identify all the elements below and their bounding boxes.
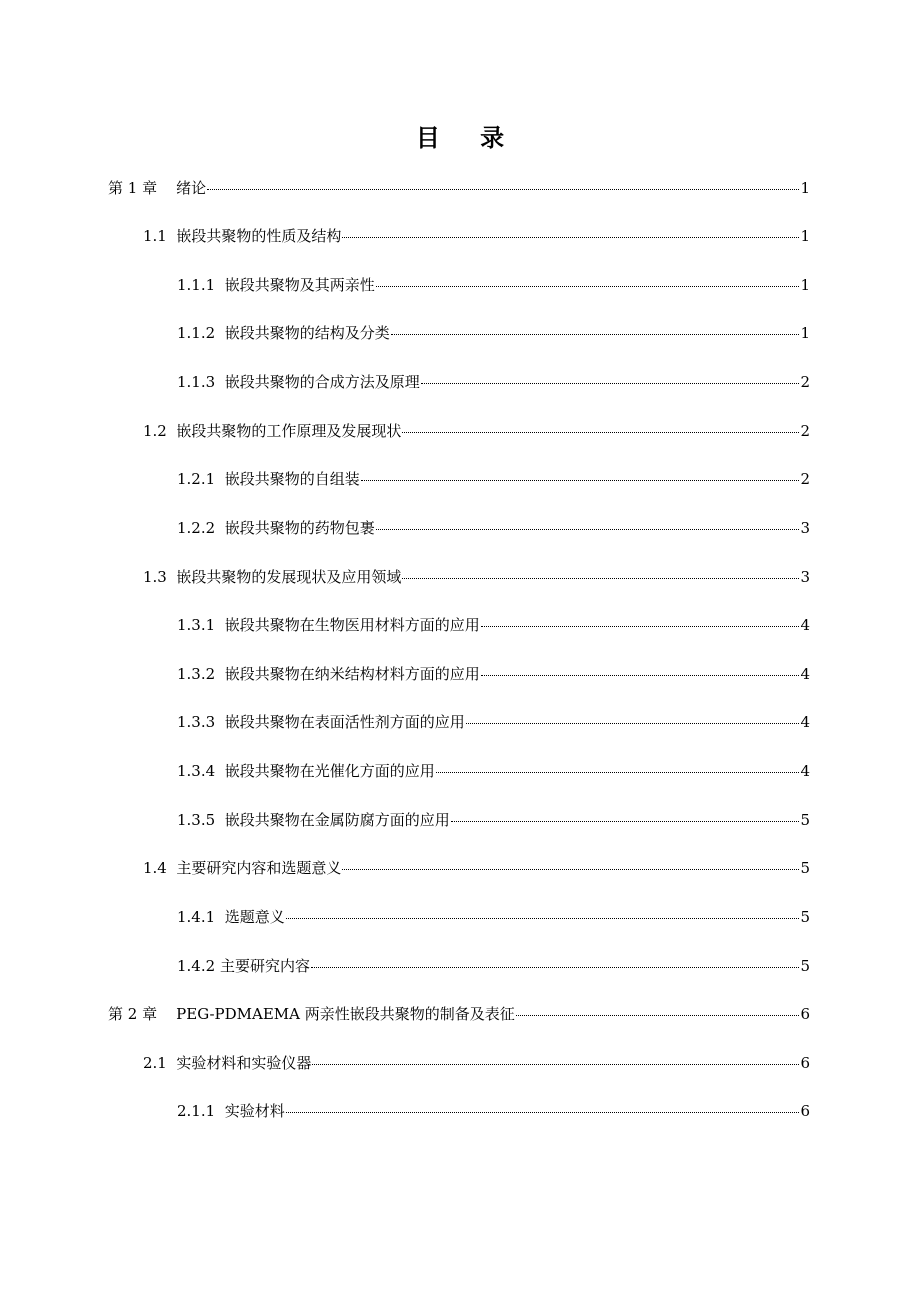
- dot-leader: [286, 1112, 800, 1113]
- toc-entry-chapter-1[interactable]: [108, 176, 810, 200]
- toc-entry-1-3-3[interactable]: [177, 710, 810, 734]
- entry-page-number: 5: [800, 811, 810, 829]
- entry-title: 选题意义: [224, 908, 285, 926]
- entry-number: 1.1.1: [177, 276, 216, 294]
- entry-title: 主要研究内容和选题意义: [176, 859, 342, 877]
- dot-leader: [311, 967, 799, 968]
- dot-leader: [421, 383, 800, 384]
- entry-separator: [215, 1099, 225, 1123]
- entry-number: 1.2.1: [177, 470, 216, 488]
- dot-leader: [312, 1064, 799, 1065]
- dot-leader: [451, 821, 800, 822]
- entry-page-number: 5: [800, 859, 810, 877]
- entry-number: 2.1: [143, 1054, 167, 1072]
- dot-leader: [481, 675, 800, 676]
- toc-entry-chapter-2[interactable]: [108, 1002, 810, 1026]
- entry-title: 嵌段共聚物的性质及结构: [176, 227, 342, 245]
- entry-page-number: 4: [800, 762, 810, 780]
- entry-separator: [215, 808, 225, 832]
- entry-number: 1.4.1: [177, 908, 216, 926]
- entry-page-number: 2: [800, 373, 810, 391]
- toc-entry-1-3-4[interactable]: [177, 759, 810, 783]
- entry-page-number: 4: [800, 713, 810, 731]
- entry-number: 1.3.5: [177, 811, 216, 829]
- entry-separator: [167, 419, 177, 443]
- entry-page-number: 2: [800, 470, 810, 488]
- entry-separator: [167, 856, 177, 880]
- dot-leader: [516, 1015, 800, 1016]
- toc-entry-1-3-1[interactable]: [177, 613, 810, 637]
- toc-entry-1-1[interactable]: [143, 224, 810, 248]
- entry-separator: [215, 516, 225, 540]
- entry-number: 1.4: [143, 859, 167, 877]
- toc-title: 目 录: [415, 124, 521, 152]
- toc-entry-1-1-2[interactable]: [177, 321, 810, 345]
- entry-number: 第 2 章: [108, 1005, 158, 1023]
- entry-separator: [215, 759, 225, 783]
- entry-page-number: 1: [800, 276, 810, 294]
- dot-leader: [376, 286, 800, 287]
- toc-entry-1-2-2[interactable]: [177, 516, 810, 540]
- toc-entry-1-2-1[interactable]: [177, 467, 810, 491]
- entry-title: 嵌段共聚物的自组装: [224, 470, 360, 488]
- entry-page-number: 1: [800, 227, 810, 245]
- dot-leader: [466, 723, 800, 724]
- entry-title: 实验材料: [224, 1102, 285, 1120]
- entry-separator: [215, 273, 225, 297]
- toc-entry-2-1[interactable]: [143, 1051, 810, 1075]
- entry-number: 2.1.1: [177, 1102, 216, 1120]
- toc-entry-1-2[interactable]: [143, 419, 810, 443]
- entry-separator: [167, 565, 177, 589]
- dot-leader: [286, 918, 800, 919]
- dot-leader: [342, 237, 799, 238]
- entry-title: PEG-PDMAEMA 两亲性嵌段共聚物的制备及表征: [176, 1005, 515, 1023]
- toc-entry-1-3-2[interactable]: [177, 662, 810, 686]
- entry-title: 实验材料和实验仪器: [176, 1054, 312, 1072]
- entry-title: 嵌段共聚物在光催化方面的应用: [224, 762, 435, 780]
- entry-page-number: 6: [800, 1054, 810, 1072]
- dot-leader: [376, 529, 800, 530]
- entry-page-number: 1: [800, 179, 810, 197]
- entry-number: 1.3: [143, 568, 167, 586]
- toc-entry-1-1-1[interactable]: [177, 273, 810, 297]
- entry-page-number: 1: [800, 324, 810, 342]
- entry-separator: [215, 905, 225, 929]
- entry-separator: [215, 321, 225, 345]
- dot-leader: [481, 626, 800, 627]
- entry-page-number: 5: [800, 957, 810, 975]
- entry-page-number: 4: [800, 665, 810, 683]
- entry-page-number: 6: [800, 1102, 810, 1120]
- entry-separator: [215, 710, 225, 734]
- entry-separator: [215, 467, 225, 491]
- entry-separator: [215, 613, 225, 637]
- entry-number: 1.3.3: [177, 713, 216, 731]
- entry-separator: [215, 662, 225, 686]
- toc-entry-1-4[interactable]: [143, 856, 810, 880]
- toc-entry-1-1-3[interactable]: [177, 370, 810, 394]
- entry-title: 绪论: [176, 179, 207, 197]
- entry-separator: [167, 1051, 177, 1075]
- entry-separator: [167, 224, 177, 248]
- entry-title: 嵌段共聚物的合成方法及原理: [224, 373, 420, 391]
- entry-number: 1.3.4: [177, 762, 216, 780]
- entry-page-number: 6: [800, 1005, 810, 1023]
- entry-number: 1.2.2: [177, 519, 216, 537]
- entry-number: 1.3.1: [177, 616, 216, 634]
- toc-entry-1-3-5[interactable]: [177, 808, 810, 832]
- dot-leader: [402, 432, 799, 433]
- toc-entry-2-1-1[interactable]: [177, 1099, 810, 1123]
- entry-separator: [157, 1002, 176, 1026]
- entry-number: 1.1.2: [177, 324, 216, 342]
- entry-page-number: 2: [800, 422, 810, 440]
- entry-title: 主要研究内容: [219, 957, 310, 975]
- dot-leader: [391, 334, 800, 335]
- dot-leader: [342, 869, 799, 870]
- entry-title: 嵌段共聚物在生物医用材料方面的应用: [224, 616, 480, 634]
- entry-number: 1.4.2: [177, 957, 216, 975]
- dot-leader: [402, 578, 799, 579]
- entry-title: 嵌段共聚物在表面活性剂方面的应用: [224, 713, 465, 731]
- entry-title: 嵌段共聚物及其两亲性: [224, 276, 375, 294]
- toc-entry-1-4-2[interactable]: [177, 954, 810, 978]
- entry-title: 嵌段共聚物的结构及分类: [224, 324, 390, 342]
- toc-entry-1-3[interactable]: [143, 565, 810, 589]
- entry-title: 嵌段共聚物在金属防腐方面的应用: [224, 811, 450, 829]
- dot-leader: [207, 189, 799, 190]
- entry-number: 1.1.3: [177, 373, 216, 391]
- entry-page-number: 5: [800, 908, 810, 926]
- dot-leader: [436, 772, 800, 773]
- entry-number: 1.1: [143, 227, 167, 245]
- entry-page-number: 3: [800, 568, 810, 586]
- entry-title: 嵌段共聚物的发展现状及应用领域: [176, 568, 402, 586]
- entry-number: 第 1 章: [108, 179, 158, 197]
- entry-separator: [215, 370, 225, 394]
- dot-leader: [361, 480, 800, 481]
- entry-separator: [157, 176, 176, 200]
- entry-title: 嵌段共聚物的工作原理及发展现状: [176, 422, 402, 440]
- toc-entry-1-4-1[interactable]: [177, 905, 810, 929]
- entry-number: 1.3.2: [177, 665, 216, 683]
- entry-title: 嵌段共聚物在纳米结构材料方面的应用: [224, 665, 480, 683]
- entry-number: 1.2: [143, 422, 167, 440]
- entry-title: 嵌段共聚物的药物包裹: [224, 519, 375, 537]
- entry-page-number: 3: [800, 519, 810, 537]
- entry-page-number: 4: [800, 616, 810, 634]
